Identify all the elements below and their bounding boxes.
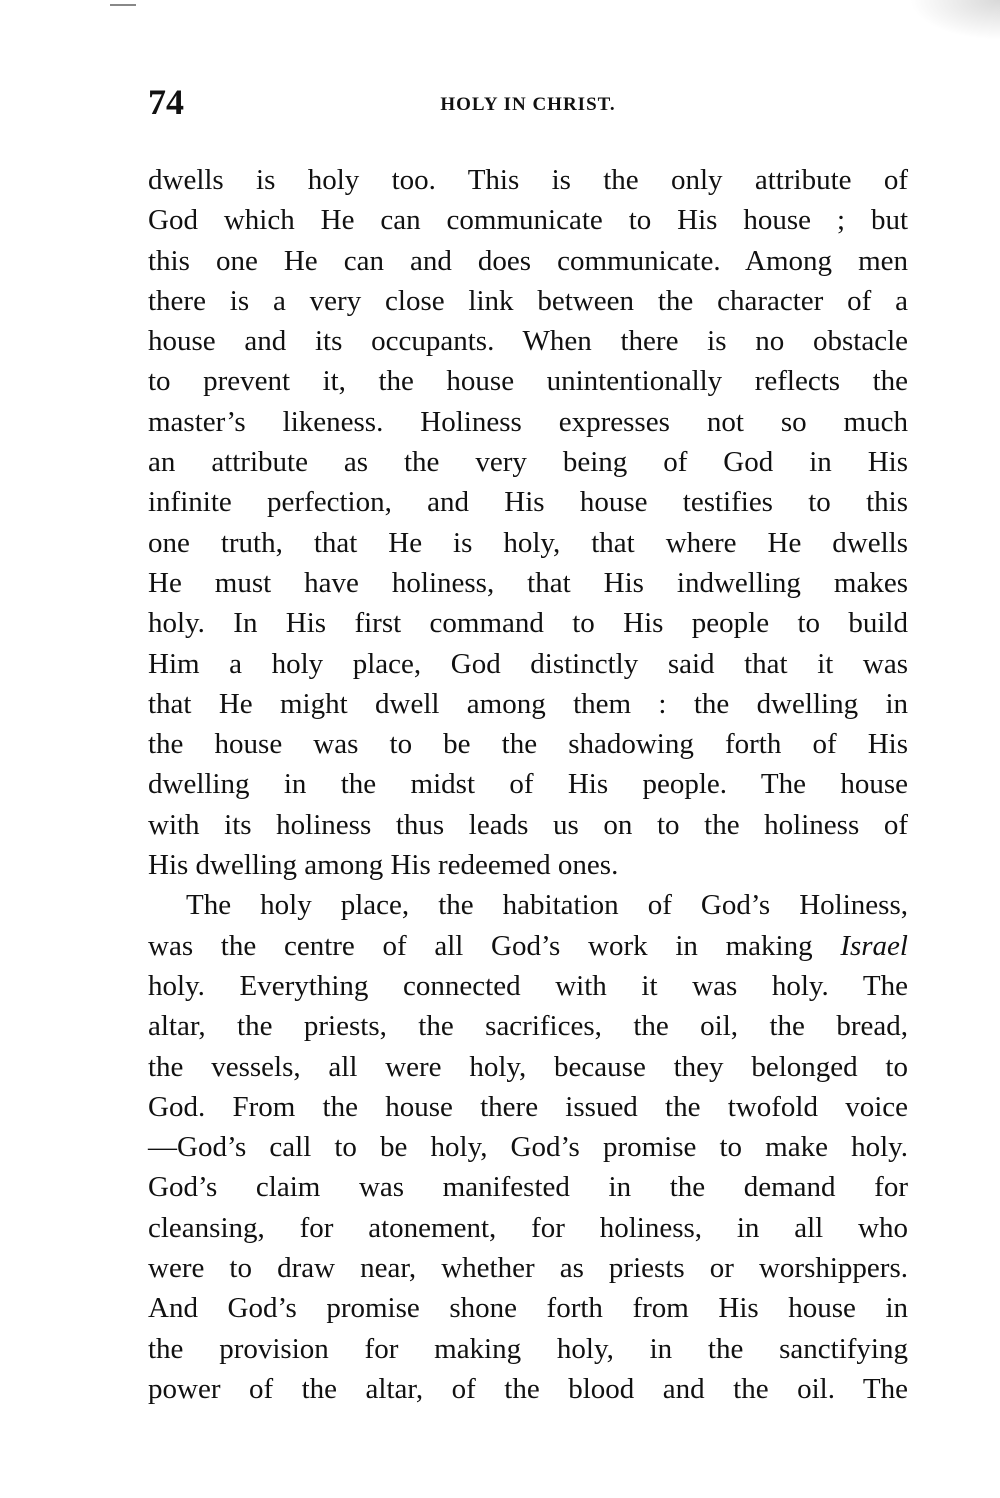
scan-mark: [110, 4, 136, 6]
text-line: were to draw near, whether as priests or worshippers.: [148, 1252, 908, 1285]
text-line: infinite perfection, and His house testifies to this: [148, 486, 908, 519]
text-line: God which He can communicate to His house ; but: [148, 204, 908, 237]
text-line: the provision for making holy, in the sanctifying: [148, 1332, 908, 1365]
text-line: The holy place, the habitation of God’s Holiness,: [186, 889, 908, 922]
page-number: 74: [148, 82, 184, 122]
body-text: [148, 160, 908, 1409]
text-line: Him a holy place, God distinctly said that it was: [148, 647, 908, 680]
text-line: —God’s call to be holy, God’s promise to make holy.: [148, 1131, 908, 1164]
text-line: He must have holiness, that His indwelling makes: [148, 566, 908, 599]
text-line: master’s likeness. Holiness expresses not so much: [148, 405, 908, 438]
paragraph-2: [148, 885, 908, 1409]
text-line: altar, the priests, the sacrifices, the oil, the bread,: [148, 1010, 908, 1043]
scan-speck: [910, 0, 1000, 40]
text-line: cleansing, for atonement, for holiness, in all who: [148, 1211, 908, 1244]
text-line: God’s claim was manifested in the demand for: [148, 1171, 908, 1204]
text-line: the vessels, all were holy, because they belonged to: [148, 1050, 908, 1083]
text-line: dwells is holy too. This is the only attribute of: [148, 164, 908, 196]
text-line: power of the altar, of the blood and the oil. The: [148, 1372, 908, 1405]
text-line: house and its occupants. When there is no obstacle: [148, 325, 908, 358]
text-line: to prevent it, the house unintentionally reflects the: [148, 365, 908, 398]
text-line: one truth, that He is holy, that where He dwells: [148, 526, 908, 559]
text-line: holy. Everything connected with it was holy. The: [148, 969, 908, 1002]
page-header: [148, 80, 908, 130]
paragraph-1: [148, 160, 908, 885]
text-line: this one He can and does communicate. Among men: [148, 244, 908, 277]
text-line: an attribute as the very being of God in His: [148, 446, 908, 479]
text-line: was the centre of all God’s work in making Israel: [148, 929, 908, 962]
text-line: His dwelling among His redeemed ones.: [148, 849, 619, 882]
text-line: the house was to be the shadowing forth of His: [148, 728, 908, 761]
text-line: there is a very close link between the character of a: [148, 284, 908, 317]
text-line: And God’s promise shone forth from His house in: [148, 1292, 908, 1325]
text-line: dwelling in the midst of His people. The house: [148, 768, 908, 801]
running-title: HOLY IN CHRIST.: [440, 94, 616, 115]
text-line: that He might dwell among them : the dwelling in: [148, 687, 908, 720]
text-line: holy. In His first command to His people to build: [148, 607, 908, 640]
text-line: God. From the house there issued the twofold voice: [148, 1090, 908, 1123]
text-line: with its holiness thus leads us on to the holiness of: [148, 808, 908, 841]
